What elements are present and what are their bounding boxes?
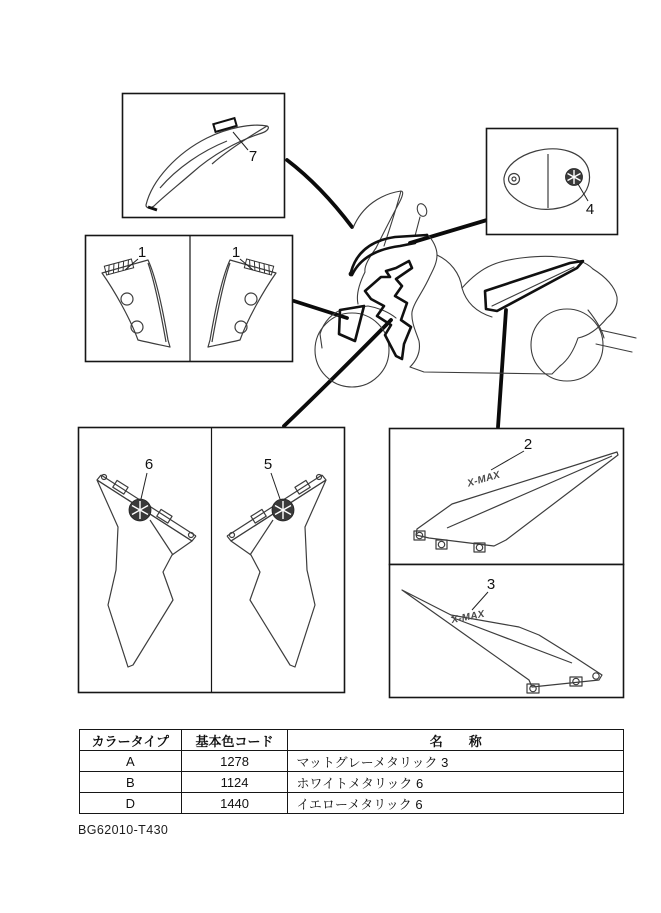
table-row: [80, 772, 624, 793]
detail-box-front-side-panels: [79, 428, 345, 693]
connector-front-side-panels: [284, 320, 391, 426]
xmax-logo: X-MAX: [450, 608, 486, 627]
color-code-cell: 1440: [181, 793, 288, 814]
callout-6: 6: [144, 456, 154, 473]
detail-box-windshield: [123, 94, 285, 218]
color-name-cell: ホワイトメタリック 6: [288, 772, 624, 793]
connector-windshield: [287, 160, 352, 227]
box-frame: [487, 129, 618, 235]
box-frame: [123, 94, 285, 218]
drawing-code: BG62010-T430: [78, 823, 169, 837]
col-header-base-color-code: 基本色コード: [181, 730, 288, 751]
rear-cover-inner-line: [492, 267, 574, 306]
detail-box-fender-panels: [86, 236, 293, 362]
connector-handlebar-cover: [410, 220, 487, 243]
color-type-cell: D: [80, 793, 182, 814]
detail-box-handlebar-cover: [487, 129, 618, 235]
box-frame: [86, 236, 293, 362]
mirror: [416, 202, 429, 217]
windscreen-outline: [353, 191, 403, 248]
xmax-logo: X-MAX: [466, 469, 502, 490]
tuning-fork-emblem: [566, 169, 583, 186]
callout-3: 3: [486, 576, 496, 593]
color-type-cell: B: [80, 772, 182, 793]
cowl-dot: [349, 272, 354, 277]
table-row: [80, 751, 624, 772]
rear-wheel: [531, 309, 603, 381]
body-front: [357, 234, 437, 367]
col-header-color-type: カラータイプ: [80, 730, 182, 751]
connector-lines: [284, 160, 506, 427]
callout-2: 2: [523, 436, 533, 453]
callout-1-right: 1: [231, 244, 241, 261]
callout-7: 7: [248, 148, 258, 165]
callout-4: 4: [585, 201, 595, 218]
box-frame: [390, 429, 624, 565]
rear-details: [588, 310, 636, 352]
box-frame: [390, 565, 624, 698]
connector-rear-side-cover: [498, 310, 506, 427]
color-name-cell: マットグレーメタリック 3: [288, 751, 624, 772]
color-table: [79, 729, 624, 814]
table-row: [80, 793, 624, 814]
detail-box-rear-cover-left: [390, 565, 624, 698]
fender-panel-accent: [339, 306, 364, 341]
table-header-row: [80, 730, 624, 751]
mirror-stem: [415, 217, 420, 236]
body-tail: [560, 269, 617, 366]
color-code-cell: 1278: [181, 751, 288, 772]
col-header-name: 名 称: [288, 730, 624, 751]
callout-1-left: 1: [137, 244, 147, 261]
color-type-cell: A: [80, 751, 182, 772]
tuning-fork-emblem: [129, 499, 151, 521]
detail-box-rear-cover-right: [390, 429, 624, 565]
color-code-cell: 1124: [181, 772, 288, 793]
front-panel-accent: [365, 261, 412, 359]
callout-5: 5: [263, 456, 273, 473]
color-name-cell: イエローメタリック 6: [288, 793, 624, 814]
front-wheel: [315, 313, 389, 387]
